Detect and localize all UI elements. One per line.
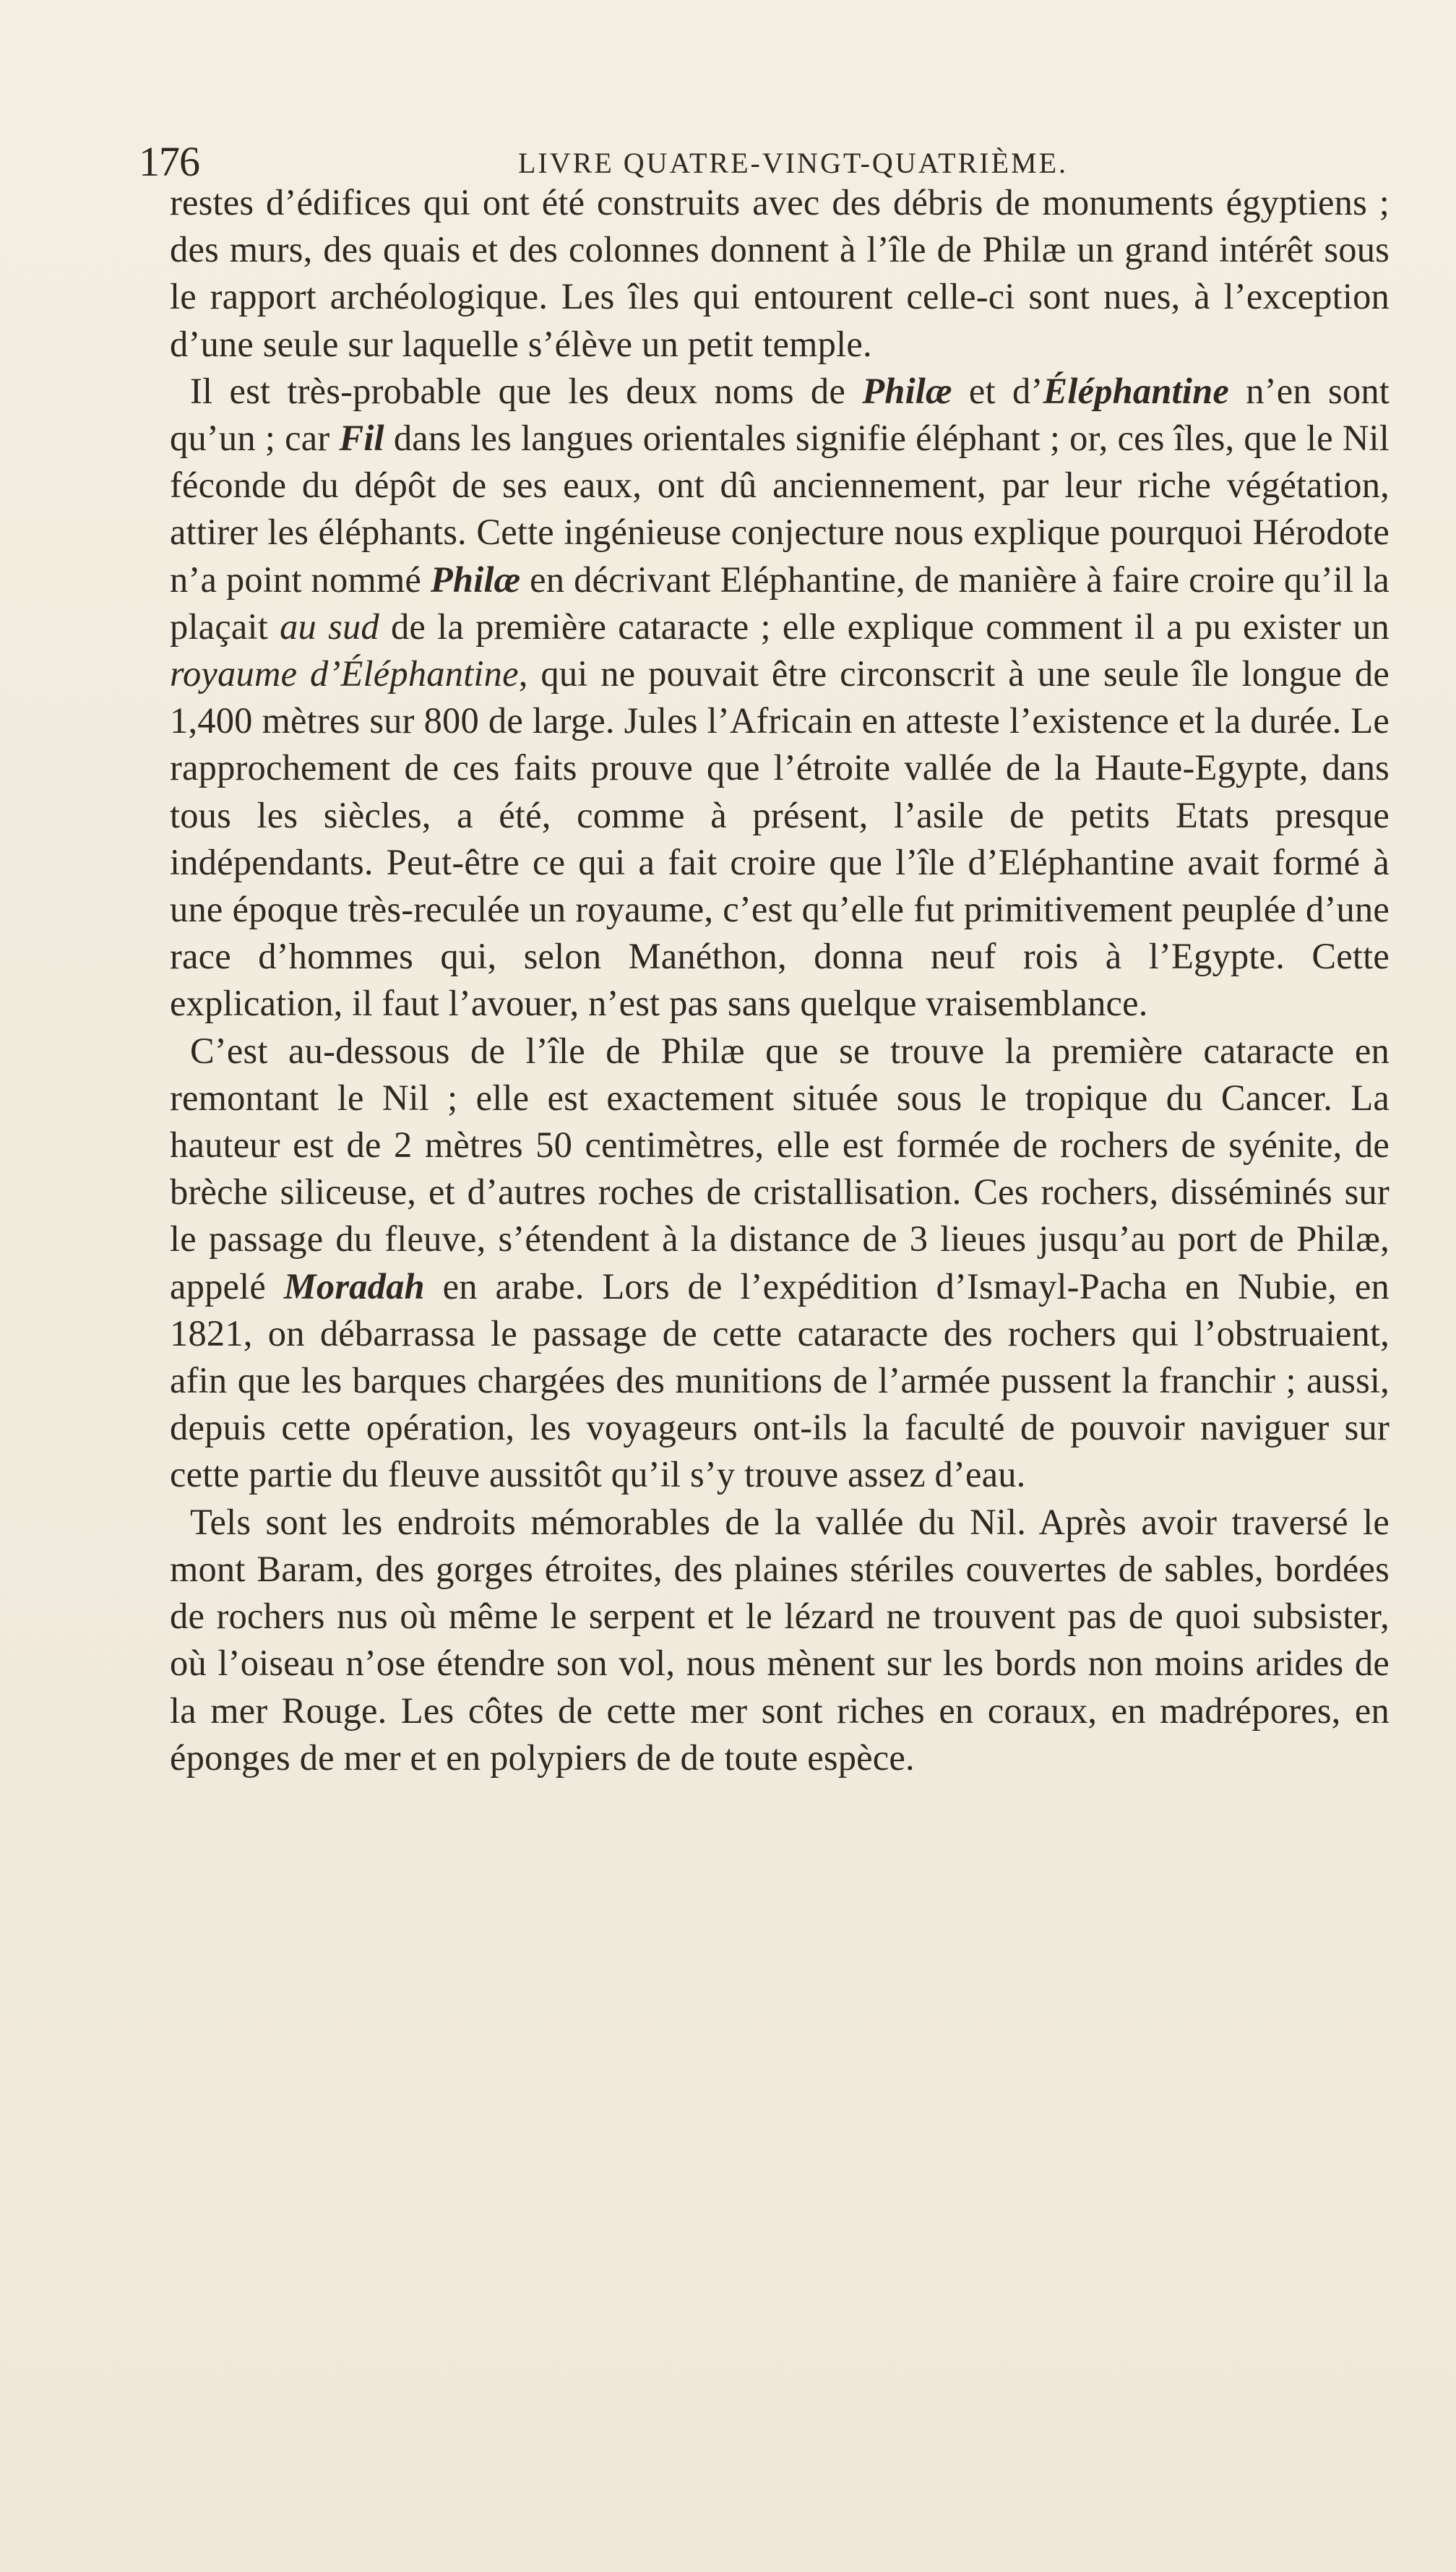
text-run: dans les langues orientales signifie éléphant ; or, ces îles, que le Nil féconde du dépôt de ses eaux, ont dû anciennement, par leur riche végétation, attirer les éléphants. Cette ingénieuse conjecture nous explique pourquoi Hérodote n’a point nommé	[170, 418, 1390, 600]
text-run: n’en sont qu’un ; car	[170, 370, 1390, 459]
body-text	[170, 179, 1390, 1781]
page-number: 176	[139, 138, 199, 185]
text-run: et d’	[952, 370, 1043, 411]
italic-term-moradah: Moradah	[283, 1265, 425, 1307]
paragraph-1	[170, 179, 1390, 368]
text-run: restes d’édifices qui ont été construits avec des débris de monuments égyptiens ; des murs, des quais et des colonnes donnent à l’île de Philæ un grand intérêt sous le rapport archéologique. Les îles qui entourent celle-ci sont nues, à l’exception d’une seule sur laquelle s’élève un petit temple.	[170, 182, 1390, 364]
paragraph-4	[170, 1499, 1390, 1781]
italic-term-royaume: royaume d’Éléphantine	[170, 653, 519, 694]
text-run: C’est au-dessous de l’île de Philæ que se trouve la première cataracte en remontant le Nil ; elle est exactement située sous le tropique du Cancer. La hauteur est de 2 mètres 50 centimètres, elle est formée de rochers de syénite, de brèche siliceuse, et d’autres roches de cristallisation. Ces rochers, disséminés sur le passage du fleuve, s’étendent à la distance de 3 lieues jusqu’au port de Philæ, appelé	[170, 1030, 1390, 1307]
text-run: , qui ne pouvait être circonscrit à une seule île longue de 1,400 mètres sur 800 de large. Jules l’Africain en atteste l’existence et la durée. Le rapprochement de ces faits prouve que l’étroite vallée de la Haute-Egypte, dans tous les siècles, a été, comme à présent, l’asile de petits Etats presque indépendants. Peut-être ce qui a fait croire que l’île d’Eléphantine avait formé à une époque très-reculée un royaume, c’est qu’elle fut primitivement peuplée d’une race d’hommes qui, selon Manéthon, donna neuf rois à l’Egypte. Cette explication, il faut l’avouer, n’est pas sans quelque vraisemblance.	[170, 653, 1390, 1024]
italic-term-philae: Philæ	[862, 370, 952, 411]
text-run: en décrivant Eléphantine, de manière à faire croire qu’il la plaçait	[170, 559, 1390, 647]
text-run: Il est très-probable que les deux noms de	[190, 370, 863, 411]
italic-term-elephantine: Éléphantine	[1043, 370, 1230, 411]
paragraph-3	[170, 1028, 1390, 1499]
text-run: Tels sont les endroits mémorables de la vallée du Nil. Après avoir traversé le mont Baram, des gorges étroites, des plaines stériles couvertes de sables, bordées de rochers nus où même le serpent et le lézard ne trouvent pas de quoi subsister, où l’oiseau n’ose étendre son vol, nous mènent sur les bords non moins arides de la mer Rouge. Les côtes de cette mer sont riches en coraux, en madrépores, en éponges de mer et en polypiers de de toute espèce.	[170, 1501, 1390, 1778]
text-run: en arabe. Lors de l’expédition d’Ismayl-Pacha en Nubie, en 1821, on débarrassa le passage de cette cataracte des rochers qui l’obstruaient, afin que les barques chargées des munitions de l’armée pussent la franchir ; aussi, depuis cette opération, les voyageurs ont-ils la faculté de pouvoir naviguer sur cette partie du fleuve aussitôt qu’il s’y trouve assez d’eau.	[170, 1265, 1390, 1495]
italic-term-au-sud: au sud	[280, 606, 379, 647]
italic-term-fil: Fil	[339, 418, 384, 459]
running-title: LIVRE QUATRE-VINGT-QUATRIÈME.	[518, 147, 1069, 179]
text-run: de la première cataracte ; elle explique comment il a pu exister un	[379, 606, 1390, 647]
italic-term-philae-2: Philæ	[430, 559, 521, 600]
paragraph-2	[170, 368, 1390, 1028]
